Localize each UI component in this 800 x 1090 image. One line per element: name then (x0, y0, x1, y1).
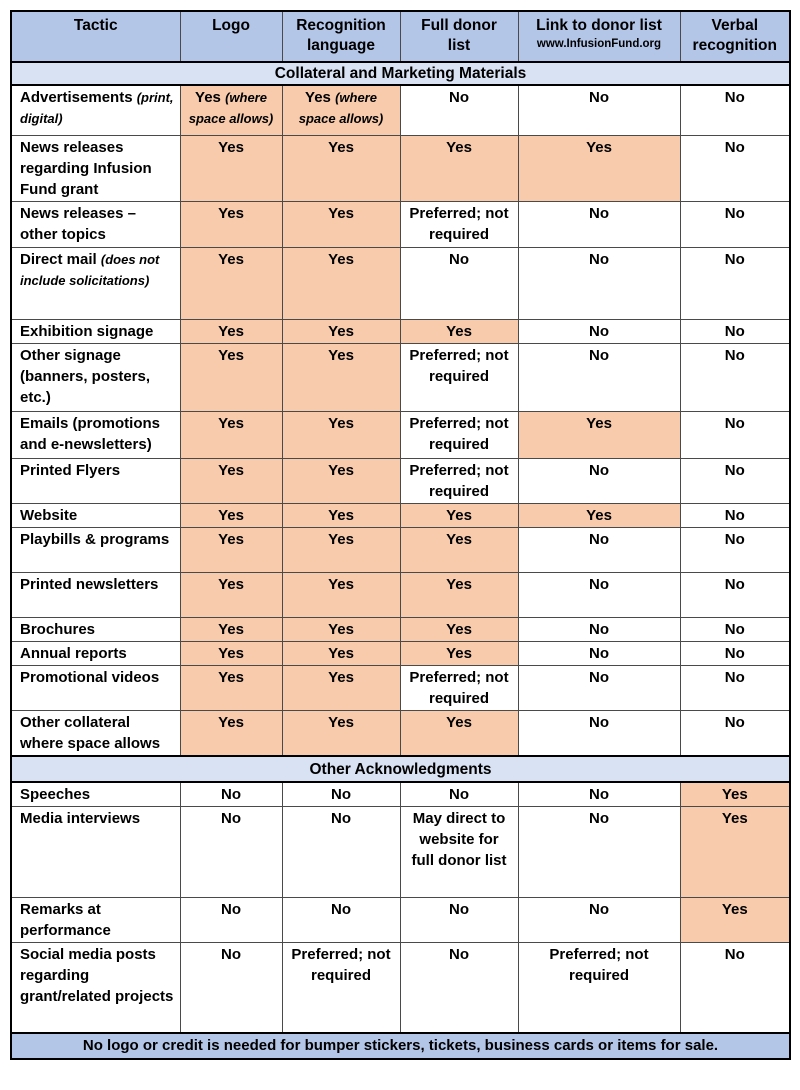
value-cell (282, 135, 400, 201)
table-row (11, 665, 790, 710)
value-cell (400, 503, 518, 527)
value-text: No (589, 575, 609, 593)
value-text: Yes (328, 346, 354, 364)
value-cell (680, 411, 790, 458)
col-header-tactic (11, 11, 180, 62)
value-cell (518, 458, 680, 503)
value-text: Preferred; not required (409, 204, 509, 243)
value-text: Yes (328, 461, 354, 479)
value-text: Yes (218, 530, 244, 548)
recognition-table (10, 10, 791, 1060)
tactic-label: Other collateral where space allows (20, 713, 161, 752)
value-text: Yes (218, 138, 244, 156)
value-cell (518, 782, 680, 807)
value-cell (400, 807, 518, 898)
value-text: No (589, 346, 609, 364)
value-text: Yes (586, 506, 612, 524)
value-cell (180, 641, 282, 665)
col-header-link-to-donor-list (518, 11, 680, 62)
tactic-label: Other signage (banners, posters, etc.) (20, 346, 151, 406)
footer-row (11, 1033, 790, 1059)
table-row (11, 503, 790, 527)
value-cell (518, 572, 680, 617)
value-cell (400, 665, 518, 710)
value-text: Yes (218, 414, 244, 432)
value-text: Yes (721, 786, 748, 803)
tactic-cell (11, 641, 180, 665)
donor-list-url: www.InfusionFund.org (536, 38, 662, 50)
value-cell (518, 641, 680, 665)
value-text: No (221, 946, 241, 963)
value-cell (518, 527, 680, 572)
value-cell (400, 641, 518, 665)
tactic-cell (11, 572, 180, 617)
col-header-logo (180, 11, 282, 62)
value-text: Yes (328, 414, 354, 432)
value-cell (518, 85, 680, 135)
value-cell (282, 503, 400, 527)
value-cell (680, 319, 790, 343)
value-cell (518, 503, 680, 527)
value-text: No (331, 810, 351, 827)
value-cell (518, 710, 680, 756)
tactic-label: Annual reports (20, 644, 127, 662)
value-cell (180, 458, 282, 503)
value-cell (518, 411, 680, 458)
value-text: No (724, 506, 745, 524)
tactic-cell (11, 85, 180, 135)
col-header-label: Verbal recognition (692, 17, 777, 54)
value-cell (282, 411, 400, 458)
value-cell (180, 898, 282, 943)
value-text: No (589, 89, 609, 106)
value-cell (180, 665, 282, 710)
table-row (11, 527, 790, 572)
col-header-full-donor-list (400, 11, 518, 62)
value-text: No (331, 901, 351, 918)
value-cell (518, 617, 680, 641)
value-cell (400, 319, 518, 343)
value-cell (518, 247, 680, 319)
value-text: No (724, 668, 745, 686)
value-text: Preferred; not required (291, 946, 391, 984)
value-cell (400, 527, 518, 572)
value-text: Yes (218, 713, 244, 731)
value-cell (680, 247, 790, 319)
value-cell (680, 665, 790, 710)
value-text: No (724, 713, 745, 731)
section-bar-row (11, 756, 790, 782)
tactic-label: Website (20, 506, 78, 524)
tactic-cell (11, 319, 180, 343)
value-text: No (221, 786, 241, 803)
tactic-label: Promotional videos (20, 668, 160, 686)
value-text: Yes (328, 250, 354, 268)
tactic-cell (11, 782, 180, 807)
tactic-label: Exhibition signage (20, 322, 154, 340)
value-text: No (449, 946, 469, 963)
value-cell (180, 617, 282, 641)
value-text: No (589, 644, 609, 662)
value-cell (282, 458, 400, 503)
col-header-label: Logo (212, 17, 250, 34)
value-cell (180, 943, 282, 1033)
value-cell (282, 247, 400, 319)
value-cell (282, 572, 400, 617)
col-header-recognition-language (282, 11, 400, 62)
value-cell (400, 247, 518, 319)
table-row (11, 898, 790, 943)
value-cell (282, 782, 400, 807)
value-cell (400, 201, 518, 247)
value-text: Yes (446, 322, 472, 340)
value-cell (282, 943, 400, 1033)
value-cell (282, 201, 400, 247)
value-text: Yes (218, 204, 244, 222)
tactic-label: Media interviews (20, 810, 141, 827)
value-cell (400, 572, 518, 617)
value-note: (where space allows) (188, 90, 274, 126)
section-header: Collateral and Marketing Materials (11, 62, 790, 85)
value-text: Yes (328, 204, 354, 222)
tactic-label: Remarks at performance (20, 901, 111, 939)
value-cell (400, 85, 518, 135)
value-cell (518, 135, 680, 201)
table-row (11, 458, 790, 503)
value-text: No (449, 786, 469, 803)
document-page (0, 10, 800, 1090)
value-text: Yes (446, 713, 472, 731)
tactic-note: (print, digital) (20, 90, 174, 126)
value-text: Yes (446, 644, 472, 662)
tactic-cell (11, 201, 180, 247)
value-text: Preferred; not required (409, 414, 509, 453)
value-text: No (449, 89, 469, 106)
value-cell (400, 943, 518, 1033)
value-cell (400, 617, 518, 641)
tactic-cell (11, 458, 180, 503)
value-text: No (331, 786, 351, 803)
value-text: Yes (446, 506, 472, 524)
value-cell (180, 527, 282, 572)
value-cell (518, 201, 680, 247)
tactic-label: Playbills & programs (20, 530, 170, 548)
table-row (11, 807, 790, 898)
col-header-verbal-recognition (680, 11, 790, 62)
tactic-label: Emails (promotions and e-newsletters) (20, 414, 161, 453)
value-cell (400, 898, 518, 943)
value-text: Yes (446, 575, 472, 593)
value-text: Yes (218, 668, 244, 686)
value-text: Yes (218, 346, 244, 364)
table-row (11, 343, 790, 411)
section-bar-row (11, 62, 790, 85)
value-cell (518, 898, 680, 943)
tactic-cell (11, 343, 180, 411)
value-text: Yes (218, 506, 244, 524)
value-cell (518, 319, 680, 343)
value-cell (680, 527, 790, 572)
tactic-cell (11, 247, 180, 319)
value-text: No (589, 530, 609, 548)
value-text: Preferred; not required (409, 346, 509, 385)
value-text: No (724, 946, 745, 963)
value-text: No (589, 250, 609, 268)
value-cell (680, 503, 790, 527)
value-text: Preferred; not required (549, 946, 649, 984)
value-cell (282, 527, 400, 572)
value-text: No (724, 530, 745, 548)
col-header-label: Link to donor list (536, 17, 662, 34)
value-cell (680, 572, 790, 617)
table-row (11, 201, 790, 247)
value-cell (282, 85, 400, 135)
value-text: Yes (446, 620, 472, 638)
table-row (11, 135, 790, 201)
value-text: Yes (586, 138, 612, 156)
tactic-label: Direct mail (20, 250, 97, 268)
tactic-label: Advertisements (20, 89, 133, 106)
tactic-cell (11, 503, 180, 527)
value-note: (where space allows) (298, 90, 384, 126)
value-cell (180, 247, 282, 319)
value-text: Yes (586, 414, 612, 432)
value-text: No (724, 575, 745, 593)
value-text: Yes (218, 250, 244, 268)
value-text: No (724, 250, 745, 268)
value-text: Yes (328, 620, 354, 638)
table-row (11, 641, 790, 665)
value-text: No (589, 322, 609, 340)
value-cell (680, 898, 790, 943)
value-text: No (221, 810, 241, 827)
value-cell (680, 617, 790, 641)
col-header-label: Tactic (73, 17, 118, 34)
value-cell (518, 807, 680, 898)
value-text: No (221, 901, 241, 918)
value-text: No (589, 620, 609, 638)
table-row (11, 710, 790, 756)
value-cell (180, 319, 282, 343)
value-text: No (724, 461, 745, 479)
table-row (11, 411, 790, 458)
value-cell (680, 782, 790, 807)
value-cell (680, 807, 790, 898)
value-text: Yes (218, 644, 244, 662)
tactic-cell (11, 898, 180, 943)
value-text: Yes (446, 530, 472, 548)
value-text: No (724, 620, 745, 638)
value-cell (680, 201, 790, 247)
tactic-label: News releases – other topics (20, 204, 136, 243)
header-row (11, 11, 790, 62)
table-row (11, 247, 790, 319)
tactic-label: Printed Flyers (20, 461, 121, 479)
table-row (11, 85, 790, 135)
value-cell (680, 135, 790, 201)
value-text: No (449, 901, 469, 918)
value-text: No (589, 810, 609, 827)
value-cell (282, 665, 400, 710)
value-cell (518, 943, 680, 1033)
value-text: No (724, 89, 745, 106)
value-text: Yes (328, 322, 354, 340)
value-text: Yes (218, 461, 244, 479)
value-text: No (589, 786, 609, 803)
value-cell (282, 807, 400, 898)
value-text: Yes (328, 713, 354, 731)
value-cell (400, 135, 518, 201)
tactic-cell (11, 411, 180, 458)
tactic-label: Printed newsletters (20, 575, 159, 593)
value-text: No (589, 713, 609, 731)
table-row (11, 572, 790, 617)
tactic-cell (11, 665, 180, 710)
value-text: No (724, 138, 745, 156)
value-cell (680, 343, 790, 411)
value-text: Yes (218, 575, 244, 593)
table-row (11, 617, 790, 641)
tactic-label: Social media posts regarding grant/related projects (20, 946, 174, 1005)
value-cell (180, 343, 282, 411)
value-text: Yes (721, 901, 748, 918)
value-text: Yes (195, 89, 221, 106)
tactic-cell (11, 617, 180, 641)
value-text: No (589, 668, 609, 686)
tactic-cell (11, 807, 180, 898)
value-cell (282, 343, 400, 411)
value-cell (180, 503, 282, 527)
value-cell (180, 135, 282, 201)
tactic-cell (11, 710, 180, 756)
value-text: Yes (218, 620, 244, 638)
value-text: Yes (328, 644, 354, 662)
value-cell (180, 710, 282, 756)
value-text: Yes (328, 575, 354, 593)
table-row (11, 943, 790, 1033)
value-text: May direct to website for full donor list (411, 810, 507, 869)
value-cell (282, 641, 400, 665)
value-text: Yes (721, 810, 748, 827)
value-text: No (589, 901, 609, 918)
value-cell (180, 85, 282, 135)
value-cell (680, 710, 790, 756)
value-cell (282, 319, 400, 343)
value-text: Yes (218, 322, 244, 340)
value-cell (282, 898, 400, 943)
table-row (11, 319, 790, 343)
value-text: Yes (328, 530, 354, 548)
value-text: Yes (328, 668, 354, 686)
value-cell (400, 411, 518, 458)
value-cell (180, 782, 282, 807)
value-cell (680, 85, 790, 135)
tactic-note: (does not include solicitations) (20, 251, 160, 288)
section-header: Other Acknowledgments (11, 756, 790, 782)
value-cell (180, 201, 282, 247)
footer-note: No logo or credit is needed for bumper stickers, tickets, business cards or items for sale. (11, 1033, 790, 1059)
value-text: Preferred; not required (409, 668, 509, 707)
value-cell (680, 641, 790, 665)
col-header-label: Full donor list (421, 17, 497, 54)
value-cell (180, 807, 282, 898)
value-text: No (724, 322, 745, 340)
value-cell (518, 343, 680, 411)
value-text: Yes (305, 89, 331, 106)
value-text: No (449, 250, 469, 268)
value-cell (180, 411, 282, 458)
value-cell (180, 572, 282, 617)
value-text: Yes (328, 138, 354, 156)
value-text: Preferred; not required (409, 461, 509, 500)
value-cell (400, 343, 518, 411)
table-row (11, 782, 790, 807)
value-cell (680, 458, 790, 503)
tactic-label: News releases regarding Infusion Fund grant (20, 138, 152, 198)
value-text: No (724, 644, 745, 662)
tactic-label: Brochures (20, 620, 96, 638)
value-text: Yes (328, 506, 354, 524)
value-cell (680, 943, 790, 1033)
value-text: No (724, 346, 745, 364)
value-cell (400, 458, 518, 503)
value-text: No (589, 204, 609, 222)
value-cell (400, 710, 518, 756)
value-text: Yes (446, 138, 472, 156)
value-cell (282, 617, 400, 641)
value-cell (400, 782, 518, 807)
value-text: No (724, 414, 745, 432)
value-cell (282, 710, 400, 756)
value-text: No (724, 204, 745, 222)
col-header-label: Recognition language (296, 17, 386, 54)
tactic-cell (11, 943, 180, 1033)
value-text: No (589, 461, 609, 479)
value-cell (518, 665, 680, 710)
tactic-cell (11, 527, 180, 572)
tactic-cell (11, 135, 180, 201)
tactic-label: Speeches (20, 786, 91, 803)
